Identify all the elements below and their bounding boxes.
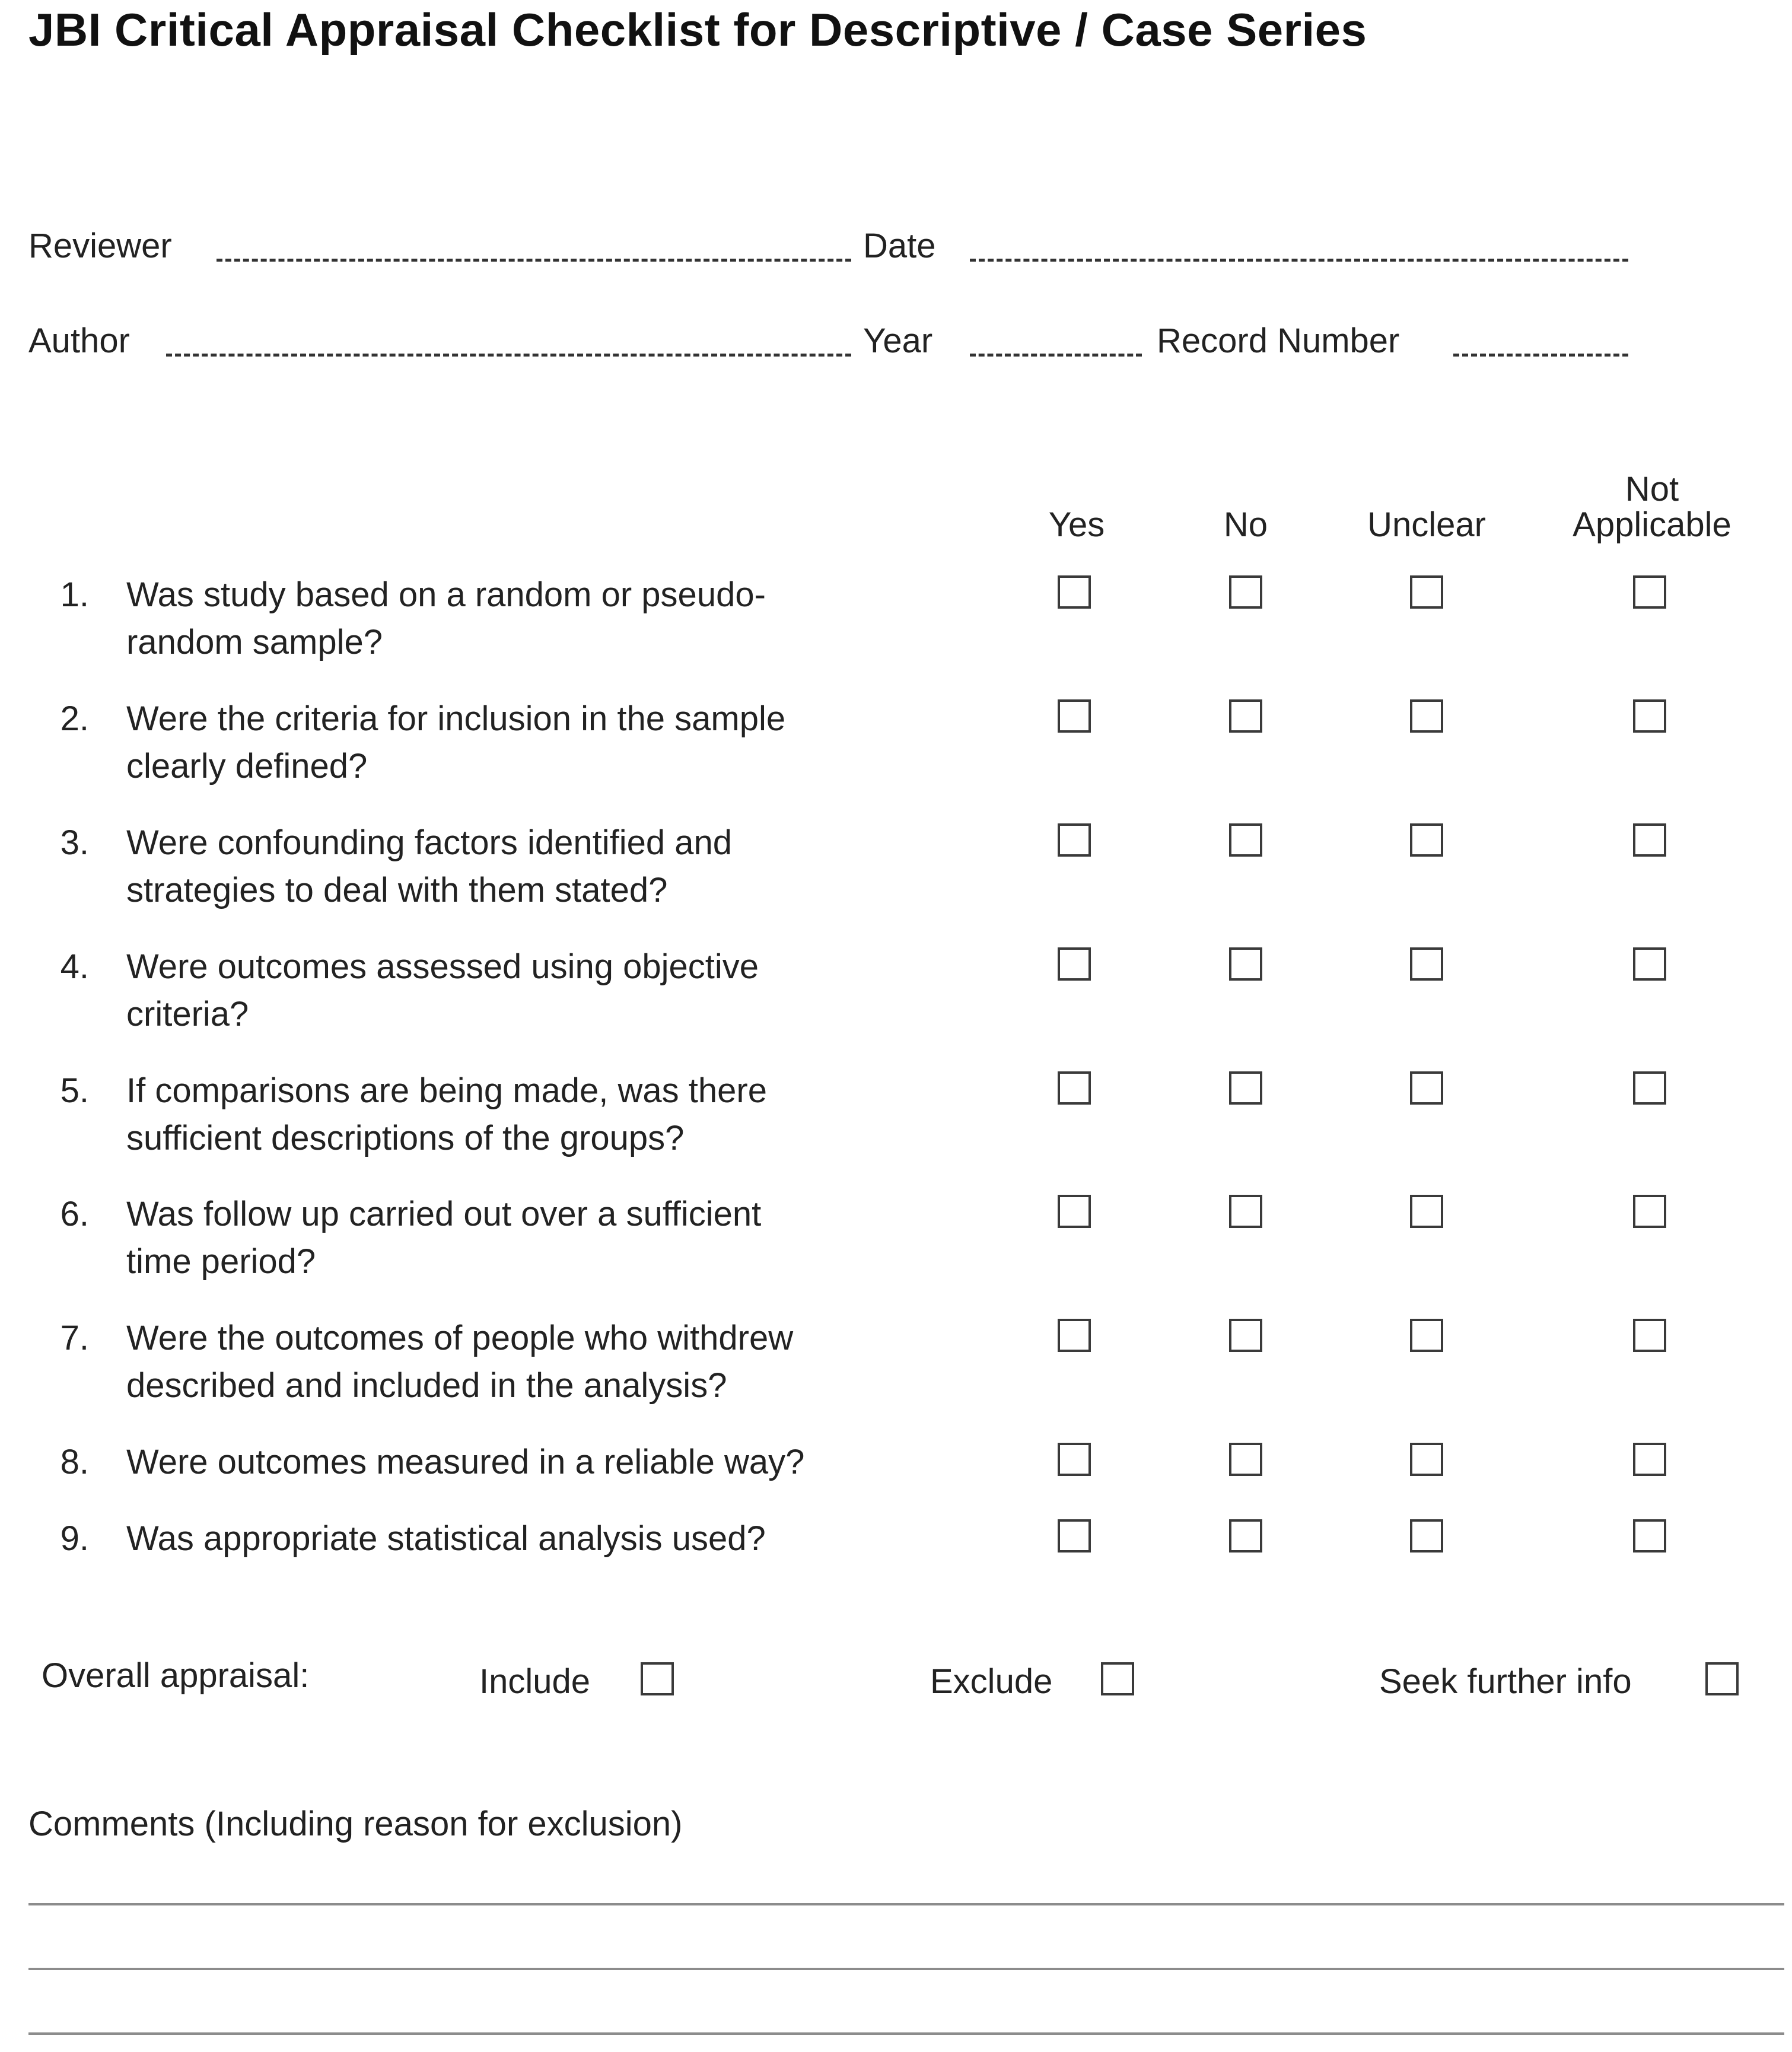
q8-not-applicable-checkbox[interactable] xyxy=(1633,1443,1666,1476)
question-text xyxy=(126,943,1016,1038)
q8-no-checkbox[interactable] xyxy=(1229,1443,1262,1476)
column-header-na-line2: Applicable xyxy=(1573,505,1731,544)
seek-further-info-checkbox[interactable] xyxy=(1705,1662,1739,1695)
question-text-line: described and included in the analysis? xyxy=(126,1366,727,1405)
reviewer-label: Reviewer xyxy=(28,227,172,265)
question-text-line: Were outcomes measured in a reliable way? xyxy=(126,1443,805,1481)
q3-not-applicable-checkbox[interactable] xyxy=(1633,823,1666,857)
question-text-line: Were the criteria for inclusion in the sample xyxy=(126,699,786,738)
question-text xyxy=(126,1515,1016,1563)
q1-yes-checkbox[interactable] xyxy=(1058,575,1091,609)
q6-yes-checkbox[interactable] xyxy=(1058,1195,1091,1228)
column-header-no: No xyxy=(1223,505,1268,544)
question-number: 2. xyxy=(60,699,89,738)
q4-no-checkbox[interactable] xyxy=(1229,947,1262,981)
question-text-line: Was follow up carried out over a sufficient xyxy=(126,1195,762,1233)
comment-line-1[interactable] xyxy=(28,1903,1784,1905)
question-text-line: Were outcomes assessed using objective xyxy=(126,947,759,986)
date-field[interactable] xyxy=(970,259,1628,262)
q5-no-checkbox[interactable] xyxy=(1229,1071,1262,1105)
q3-unclear-checkbox[interactable] xyxy=(1410,823,1443,857)
reviewer-field[interactable] xyxy=(217,259,851,262)
question-number: 4. xyxy=(60,947,89,986)
q2-yes-checkbox[interactable] xyxy=(1058,699,1091,733)
overall-appraisal-label: Overall appraisal: xyxy=(42,1656,310,1695)
q5-yes-checkbox[interactable] xyxy=(1058,1071,1091,1105)
question-number: 3. xyxy=(60,823,89,862)
q1-no-checkbox[interactable] xyxy=(1229,575,1262,609)
q1-not-applicable-checkbox[interactable] xyxy=(1633,575,1666,609)
question-text-line: clearly defined? xyxy=(126,747,368,785)
question-text-line: strategies to deal with them stated? xyxy=(126,871,668,909)
q3-no-checkbox[interactable] xyxy=(1229,823,1262,857)
question-number: 6. xyxy=(60,1195,89,1233)
year-field[interactable] xyxy=(970,354,1142,357)
question-text-line: If comparisons are being made, was there xyxy=(126,1071,767,1110)
question-text-line: time period? xyxy=(126,1242,316,1281)
q7-not-applicable-checkbox[interactable] xyxy=(1633,1319,1666,1352)
q2-unclear-checkbox[interactable] xyxy=(1410,699,1443,733)
comment-line-3[interactable] xyxy=(28,2032,1784,2035)
q2-not-applicable-checkbox[interactable] xyxy=(1633,699,1666,733)
column-header-unclear: Unclear xyxy=(1367,505,1486,544)
record-number-label: Record Number xyxy=(1157,322,1400,360)
year-label: Year xyxy=(863,322,933,360)
q7-no-checkbox[interactable] xyxy=(1229,1319,1262,1352)
question-text-line: sufficient descriptions of the groups? xyxy=(126,1119,685,1157)
q6-unclear-checkbox[interactable] xyxy=(1410,1195,1443,1228)
q5-not-applicable-checkbox[interactable] xyxy=(1633,1071,1666,1105)
question-text xyxy=(126,1067,1016,1162)
q9-yes-checkbox[interactable] xyxy=(1058,1519,1091,1552)
question-text-line: Was appropriate statistical analysis used? xyxy=(126,1519,766,1558)
q7-yes-checkbox[interactable] xyxy=(1058,1319,1091,1352)
seek-further-info-label: Seek further info xyxy=(1379,1662,1632,1701)
question-text xyxy=(126,571,1016,666)
page-title: JBI Critical Appraisal Checklist for Descriptive / Case Series xyxy=(28,4,1367,56)
question-number: 7. xyxy=(60,1319,89,1357)
date-label: Date xyxy=(863,227,936,265)
q8-unclear-checkbox[interactable] xyxy=(1410,1443,1443,1476)
q9-unclear-checkbox[interactable] xyxy=(1410,1519,1443,1552)
q4-yes-checkbox[interactable] xyxy=(1058,947,1091,981)
column-header-na-line1: Not xyxy=(1625,470,1679,508)
question-text xyxy=(126,819,1016,914)
exclude-checkbox[interactable] xyxy=(1101,1662,1134,1695)
q4-unclear-checkbox[interactable] xyxy=(1410,947,1443,981)
include-label: Include xyxy=(479,1662,591,1701)
exclude-label: Exclude xyxy=(930,1662,1053,1701)
author-field[interactable] xyxy=(166,354,851,357)
question-number: 1. xyxy=(60,575,89,614)
q9-no-checkbox[interactable] xyxy=(1229,1519,1262,1552)
question-text-line: criteria? xyxy=(126,995,249,1033)
question-text xyxy=(126,1439,1016,1486)
column-header-yes: Yes xyxy=(1048,505,1105,544)
q9-not-applicable-checkbox[interactable] xyxy=(1633,1519,1666,1552)
include-checkbox[interactable] xyxy=(641,1662,674,1695)
question-text-line: Were confounding factors identified and xyxy=(126,823,733,862)
q8-yes-checkbox[interactable] xyxy=(1058,1443,1091,1476)
q7-unclear-checkbox[interactable] xyxy=(1410,1319,1443,1352)
question-number: 5. xyxy=(60,1071,89,1110)
question-number: 8. xyxy=(60,1443,89,1481)
question-text-line: Were the outcomes of people who withdrew xyxy=(126,1319,794,1357)
q1-unclear-checkbox[interactable] xyxy=(1410,575,1443,609)
comment-line-2[interactable] xyxy=(28,1968,1784,1970)
comments-label: Comments (Including reason for exclusion) xyxy=(28,1805,683,1843)
question-text xyxy=(126,695,1016,790)
q5-unclear-checkbox[interactable] xyxy=(1410,1071,1443,1105)
question-text xyxy=(126,1315,1016,1410)
record-number-field[interactable] xyxy=(1453,354,1628,357)
q3-yes-checkbox[interactable] xyxy=(1058,823,1091,857)
question-text-line: random sample? xyxy=(126,623,383,661)
column-header-not-applicable xyxy=(1519,472,1785,543)
question-text xyxy=(126,1191,1016,1286)
q6-no-checkbox[interactable] xyxy=(1229,1195,1262,1228)
q4-not-applicable-checkbox[interactable] xyxy=(1633,947,1666,981)
question-text-line: Was study based on a random or pseudo- xyxy=(126,575,766,614)
q2-no-checkbox[interactable] xyxy=(1229,699,1262,733)
q6-not-applicable-checkbox[interactable] xyxy=(1633,1195,1666,1228)
author-label: Author xyxy=(28,322,130,360)
question-number: 9. xyxy=(60,1519,89,1558)
